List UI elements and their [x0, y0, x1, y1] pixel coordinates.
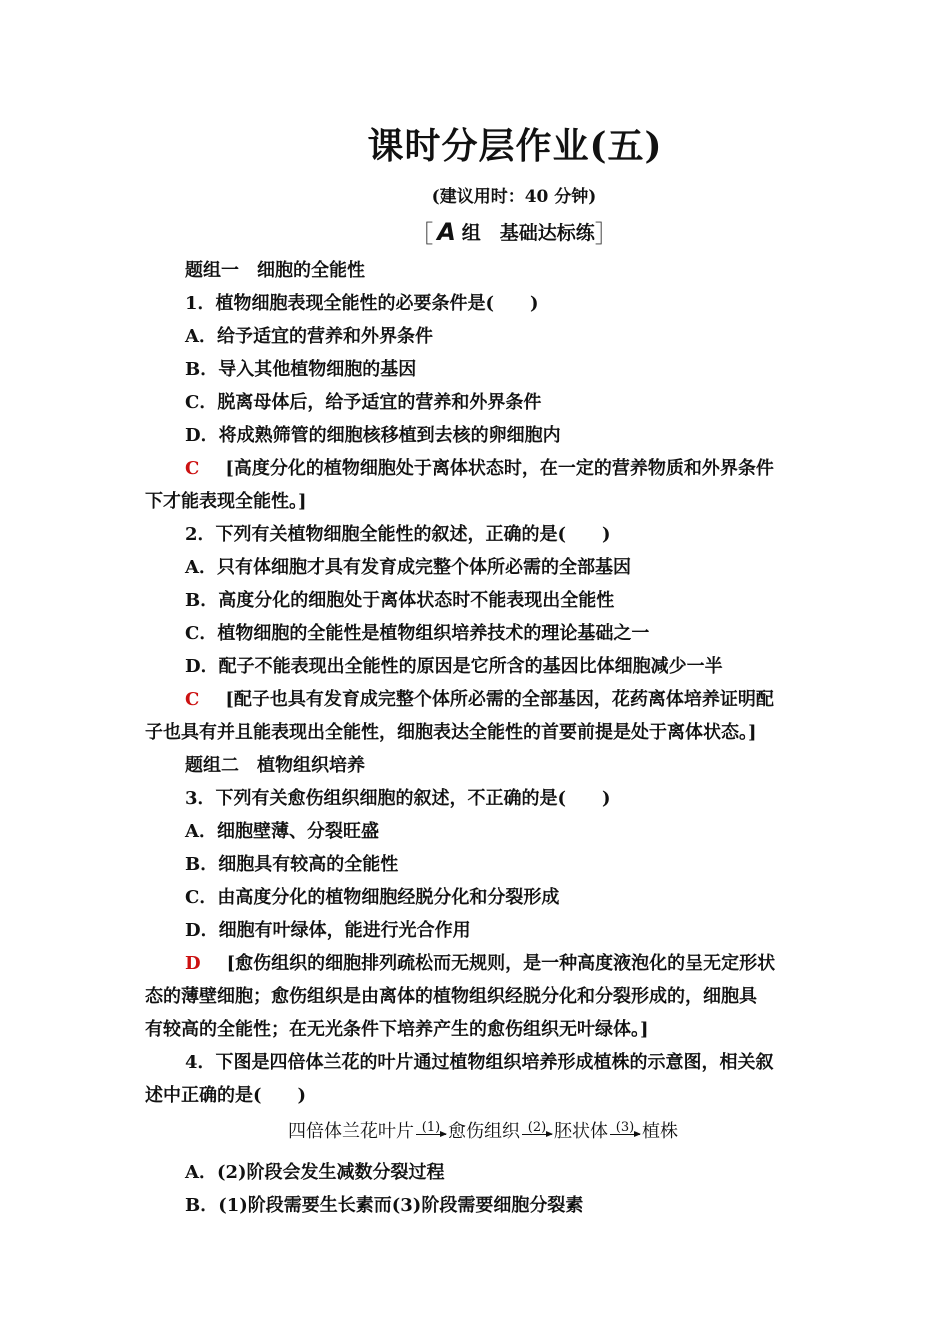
question-1: 1．植物细胞表现全能性的必要条件是( ) [185, 293, 539, 314]
question-2-option-b: B．高度分化的细胞处于离体状态时不能表现出全能性 [185, 590, 615, 611]
right-bracket: ］ [594, 220, 619, 248]
answer-1-letter: C [185, 458, 200, 479]
diagram-arrow-2 [522, 1121, 552, 1143]
answer-3-letter: D [185, 953, 201, 974]
group-heading [0, 214, 950, 249]
arrow-right-icon [416, 1134, 446, 1135]
question-2-option-d: D．配子不能表现出全能性的原因是它所含的基因比体细胞减少一半 [185, 656, 723, 677]
suggested-time [0, 182, 950, 207]
group-label-text: 组 基础达标练 [461, 222, 595, 244]
arrow-right-icon [522, 1134, 552, 1135]
question-1-option-d: D．将成熟筛管的细胞核移植到去核的卵细胞内 [185, 425, 561, 446]
diagram-step-2-label: (2) [527, 1120, 547, 1135]
section-heading-2: 题组二 植物组织培养 [185, 755, 365, 776]
question-1-option-c: C．脱离母体后，给予适宜的营养和外界条件 [185, 392, 542, 413]
question-1-option-a: A．给予适宜的营养和外界条件 [185, 326, 433, 347]
question-4-cont: 述中正确的是( ) [145, 1085, 307, 1106]
question-4-option-a: A．(2)阶段会发生减数分裂过程 [185, 1162, 445, 1183]
page-title [0, 118, 950, 169]
answer-3-explanation-cont-2: 有较高的全能性；在无光条件下培养产生的愈伤组织无叶绿体。] [145, 1019, 649, 1040]
section-heading-1: 题组一 细胞的全能性 [185, 260, 365, 281]
answer-2-explanation-cont: 子也具有并且能表现出全能性，细胞表达全能性的首要前提是处于离体状态。] [145, 722, 757, 743]
title-text: 课时分层作业(五) [367, 125, 663, 167]
answer-1 [185, 454, 774, 480]
diagram-arrow-1 [416, 1121, 446, 1143]
diagram-arrow-3 [610, 1121, 640, 1143]
diagram-node-plant: 植株 [642, 1121, 678, 1142]
answer-1-explanation: [高度分化的植物细胞处于离体状态时，在一定的营养物质和外界条件 [225, 458, 774, 479]
answer-3-explanation-cont-1: 态的薄壁细胞；愈伤组织是由离体的植物组织经脱分化和分裂形成的，细胞具 [145, 986, 757, 1007]
arrow-right-icon [610, 1134, 640, 1135]
answer-3-explanation: [愈伤组织的细胞排列疏松而无规则，是一种高度液泡化的呈无定形状 [226, 953, 776, 974]
question-2: 2．下列有关植物细胞全能性的叙述，正确的是( ) [185, 524, 611, 545]
diagram-step-3-label: (3) [615, 1120, 635, 1135]
diagram-node-leaf: 四倍体兰花叶片 [288, 1121, 414, 1142]
question-1-option-b: B．导入其他植物细胞的基因 [185, 359, 417, 380]
question-4-option-b: B．(1)阶段需要生长素而(3)阶段需要细胞分裂素 [185, 1195, 584, 1216]
question-2-option-c: C．植物细胞的全能性是植物组织培养技术的理论基础之一 [185, 623, 650, 644]
question-2-option-a: A．只有体细胞才具有发育成完整个体所必需的全部基因 [185, 557, 631, 578]
diagram-step-1-label: (1) [421, 1120, 441, 1135]
diagram-node-embryoid: 胚状体 [554, 1121, 608, 1142]
left-bracket: ［ [409, 220, 434, 248]
group-letter-icon: A [437, 217, 456, 246]
question-4: 4．下图是四倍体兰花的叶片通过植物组织培养形成植株的示意图，相关叙 [185, 1052, 774, 1073]
question-3: 3．下列有关愈伤组织细胞的叙述，不正确的是( ) [185, 788, 611, 809]
question-3-option-b: B．细胞具有较高的全能性 [185, 854, 399, 875]
diagram-node-callus: 愈伤组织 [448, 1121, 520, 1142]
suggested-time-text: (建议用时：40 分钟) [431, 187, 597, 207]
answer-2 [185, 685, 774, 711]
answer-1-explanation-cont: 下才能表现全能性。] [145, 491, 307, 512]
answer-2-letter: C [185, 689, 200, 710]
answer-2-explanation: [配子也具有发育成完整个体所必需的全部基因，花药离体培养证明配 [225, 689, 774, 710]
question-3-option-a: A．细胞壁薄、分裂旺盛 [185, 821, 379, 842]
question-3-option-c: C．由高度分化的植物细胞经脱分化和分裂形成 [185, 887, 560, 908]
tissue-culture-diagram [288, 1117, 678, 1143]
answer-3 [185, 949, 775, 975]
question-3-option-d: D．细胞有叶绿体，能进行光合作用 [185, 920, 471, 941]
